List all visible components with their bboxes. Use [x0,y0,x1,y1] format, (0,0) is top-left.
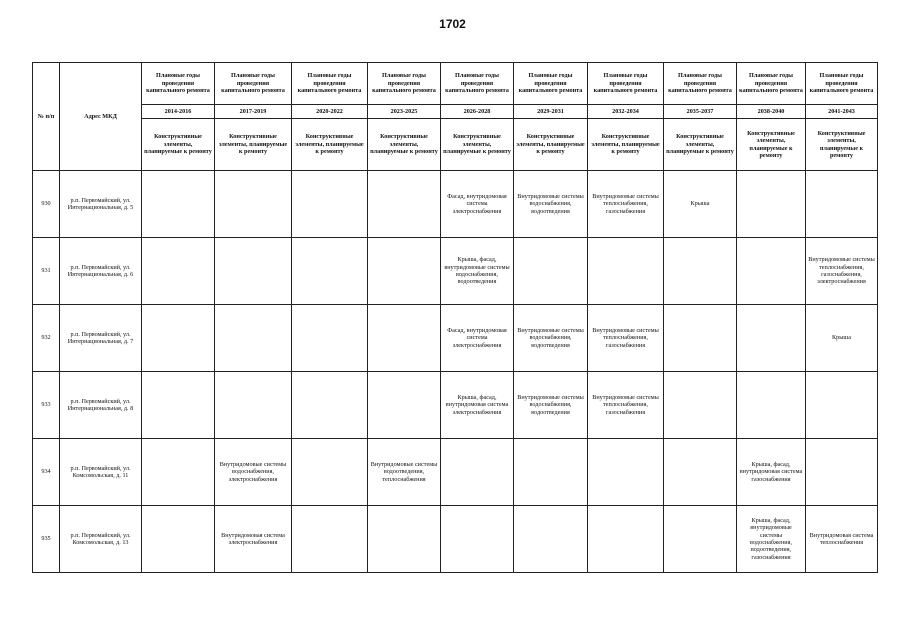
elements-header: Конструктивные элементы, планируемые к ремонту [368,119,441,171]
elements-header: Конструктивные элементы, планируемые к ремонту [737,119,806,171]
row-address: р.п. Первомайский, ул. Комсомольская, д. 11 [60,439,142,506]
table-row [33,439,878,506]
table-cell [806,439,878,506]
table-cell [588,439,664,506]
table-cell [664,506,737,573]
table-cell: Внутридомовая система электроснабжения [215,506,292,573]
table-cell [142,372,215,439]
table-cell: Внутридомовые системы водоснабжения, электроснабжения [215,439,292,506]
table-cell [142,171,215,238]
row-address: р.п. Первомайский, ул. Интернациональная, д. 6 [60,238,142,305]
period-header: 2026-2028 [441,105,514,119]
col-header-number: № п/п [33,63,60,171]
elements-header: Конструктивные элементы, планируемые к ремонту [806,119,878,171]
period-header: 2020-2022 [292,105,368,119]
table-cell: Крыша, фасад, внутридомовые системы водоснабжения, водоотведения, газоснабжения [737,506,806,573]
row-address: р.п. Первомайский, ул. Интернациональная, д. 8 [60,372,142,439]
table-cell [215,171,292,238]
row-number: 930 [33,171,60,238]
elements-header: Конструктивные элементы, планируемые к ремонту [292,119,368,171]
table-row [33,305,878,372]
table-cell: Внутридомовые системы водоснабжения, водоотведения [514,171,588,238]
table-cell [737,238,806,305]
row-number: 933 [33,372,60,439]
table-cell: Внутридомовые системы водоснабжения, водоотведения [514,305,588,372]
elements-header: Конструктивные элементы, планируемые к ремонту [215,119,292,171]
row-number: 934 [33,439,60,506]
table-cell [142,506,215,573]
table-cell: Внутридомовые системы водоотведения, теплоснабжения [368,439,441,506]
table-cell [514,439,588,506]
table-cell: Внутридомовые системы теплоснабжения, газоснабжения [588,372,664,439]
table-cell [737,171,806,238]
table-cell [292,506,368,573]
table-cell [215,305,292,372]
col-header-address: Адрес МКД [60,63,142,171]
table-cell [514,506,588,573]
table-row [33,506,878,573]
table-cell [737,305,806,372]
table-cell: Крыша, фасад, внутридомовые системы водоснабжения, водоотведения [441,238,514,305]
table-row [33,372,878,439]
planned-years-header: Плановые годы проведения капитального ремонта [588,63,664,105]
row-address: р.п. Первомайский, ул. Комсомольская, д. 13 [60,506,142,573]
planned-years-header: Плановые годы проведения капитального ремонта [215,63,292,105]
table-cell [737,372,806,439]
table-cell: Крыша, фасад, внутридомовая система электроснабжения [441,372,514,439]
header-row-periods [33,105,878,119]
header-row-planned [33,63,878,105]
table-cell [292,372,368,439]
planned-years-header: Плановые годы проведения капитального ремонта [737,63,806,105]
table-cell [441,439,514,506]
table-cell [368,238,441,305]
table-cell: Внутридомовые системы теплоснабжения, газоснабжения [588,305,664,372]
row-address: р.п. Первомайский, ул. Интернациональная, д. 7 [60,305,142,372]
repair-schedule-table [32,62,878,573]
table-cell [292,238,368,305]
table-cell: Внутридомовые системы теплоснабжения, газоснабжения, электроснабжения [806,238,878,305]
header-row-elements [33,119,878,171]
period-header: 2038-2040 [737,105,806,119]
planned-years-header: Плановые годы проведения капитального ремонта [142,63,215,105]
planned-years-header: Плановые годы проведения капитального ремонта [664,63,737,105]
table-cell [368,372,441,439]
table-cell: Крыша, фасад, внутридомовая система газоснабжения [737,439,806,506]
period-header: 2041-2043 [806,105,878,119]
table-cell: Фасад, внутридомовая система электроснабжения [441,171,514,238]
table-cell [441,506,514,573]
period-header: 2023-2025 [368,105,441,119]
table-cell [142,238,215,305]
page-number: 1702 [439,17,466,31]
table-cell: Внутридомовые системы теплоснабжения, газоснабжения [588,171,664,238]
row-number: 935 [33,506,60,573]
period-header: 2035-2037 [664,105,737,119]
table-cell [664,439,737,506]
table-cell [215,238,292,305]
table-cell [664,238,737,305]
table-cell [368,506,441,573]
table-row [33,238,878,305]
table-cell: Внутридомовая система теплоснабжения [806,506,878,573]
row-number: 932 [33,305,60,372]
elements-header: Конструктивные элементы, планируемые к ремонту [142,119,215,171]
planned-years-header: Плановые годы проведения капитального ремонта [514,63,588,105]
period-header: 2017-2019 [215,105,292,119]
table-cell [806,171,878,238]
table-cell [664,305,737,372]
table-cell [368,171,441,238]
planned-years-header: Плановые годы проведения капитального ремонта [292,63,368,105]
table-cell [292,171,368,238]
table-cell: Крыша [806,305,878,372]
planned-years-header: Плановые годы проведения капитального ремонта [806,63,878,105]
period-header: 2029-2031 [514,105,588,119]
period-header: 2032-2034 [588,105,664,119]
table-cell [588,238,664,305]
table-cell [142,305,215,372]
table-cell [292,439,368,506]
table-cell [514,238,588,305]
table-cell [215,372,292,439]
table-row [33,171,878,238]
table-cell: Крыша [664,171,737,238]
table-cell [588,506,664,573]
table-cell: Фасад, внутридомовая система электроснабжения [441,305,514,372]
table-cell [142,439,215,506]
row-number: 931 [33,238,60,305]
table-cell [292,305,368,372]
elements-header: Конструктивные элементы, планируемые к ремонту [514,119,588,171]
row-address: р.п. Первомайский, ул. Интернациональная, д. 5 [60,171,142,238]
elements-header: Конструктивные элементы, планируемые к ремонту [588,119,664,171]
elements-header: Конструктивные элементы, планируемые к ремонту [664,119,737,171]
planned-years-header: Плановые годы проведения капитального ремонта [368,63,441,105]
planned-years-header: Плановые годы проведения капитального ремонта [441,63,514,105]
period-header: 2014-2016 [142,105,215,119]
table-cell: Внутридомовые системы водоснабжения, водоотведения [514,372,588,439]
table-cell [806,372,878,439]
elements-header: Конструктивные элементы, планируемые к ремонту [441,119,514,171]
table-cell [664,372,737,439]
table-cell [368,305,441,372]
